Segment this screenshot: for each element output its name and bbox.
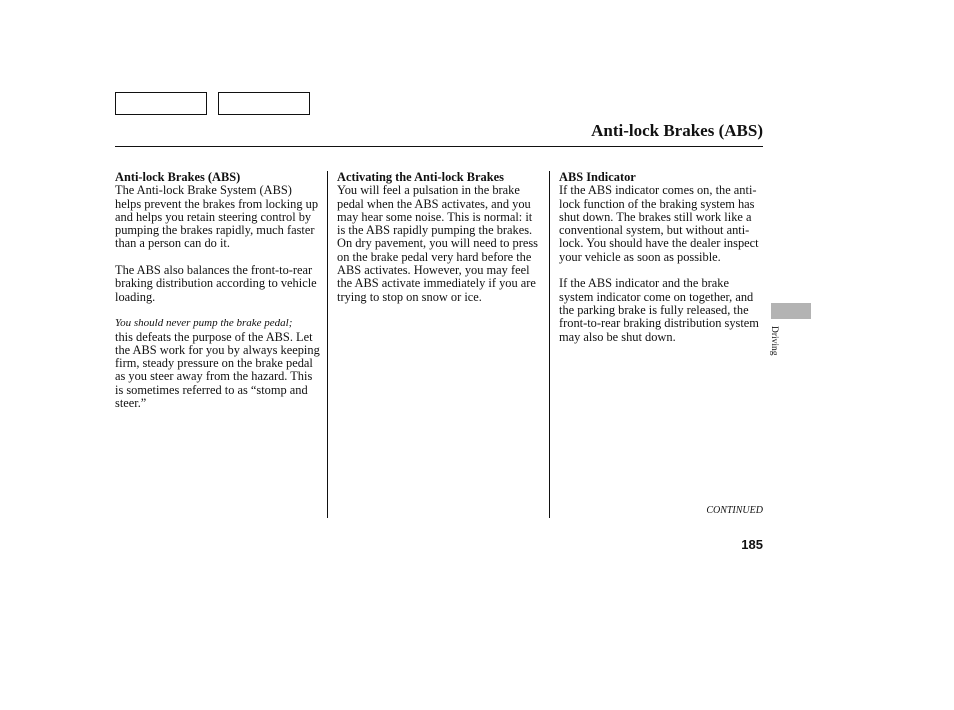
- indicator-paragraph-2: If the ABS indicator and the brake system indicator come on together, and the parking brake is fully released, the front-to-rear braking distribution system may also be shut down.: [559, 276, 759, 344]
- section-tab-label: Driving: [769, 326, 779, 356]
- section-heading-abs: Anti-lock Brakes (ABS): [115, 170, 241, 184]
- abs-paragraph-2: The ABS also balances the front-to-rear braking distribution according to vehicle loading.: [115, 263, 317, 304]
- column-activating: [337, 171, 543, 317]
- section-heading-activating: Activating the Anti-lock Brakes: [337, 170, 504, 184]
- column-divider-1: [327, 171, 328, 518]
- activating-paragraph-1: You will feel a pulsation in the brake pedal when the ABS activates, and you may hear some noise. This is normal: it is the ABS rapidly pumping the brakes. On dry pavement, you will need to press on the brake pedal very hard before the ABS activates. However, you may feel the ABS activate immediately if you are trying to stop on snow or ice.: [337, 183, 538, 304]
- continued-note: CONTINUED: [706, 505, 763, 516]
- abs-paragraph-3: this defeats the purpose of the ABS. Let the ABS work for you by always keeping firm, steady pressure on the brake pedal as you steer away from the hazard. This is sometimes referred to as “stomp and steer.”: [115, 329, 320, 411]
- section-tab[interactable]: [771, 303, 811, 319]
- section-heading-indicator: ABS Indicator: [559, 170, 636, 184]
- indicator-paragraph-1: If the ABS indicator comes on, the anti-lock function of the braking system has shut down. The brakes still work like a conventional system, but without anti-lock. You should have the dealer inspect your vehicle as soon as possible.: [559, 183, 759, 264]
- title-rule: [115, 146, 763, 147]
- nav-box-right[interactable]: [218, 92, 310, 115]
- page-title: Anti-lock Brakes (ABS): [591, 121, 763, 140]
- column-divider-2: [549, 171, 550, 518]
- column-abs: [115, 171, 321, 424]
- column-indicator: [559, 171, 765, 357]
- nav-box-left[interactable]: [115, 92, 207, 115]
- page-number: 185: [741, 537, 763, 552]
- abs-caution-text: You should never pump the brake pedal;: [115, 317, 293, 330]
- abs-paragraph-1: The Anti-lock Brake System (ABS) helps prevent the brakes from locking up and helps you retain steering control by pumping the brakes rapidly, much faster than a person can do it.: [115, 183, 319, 251]
